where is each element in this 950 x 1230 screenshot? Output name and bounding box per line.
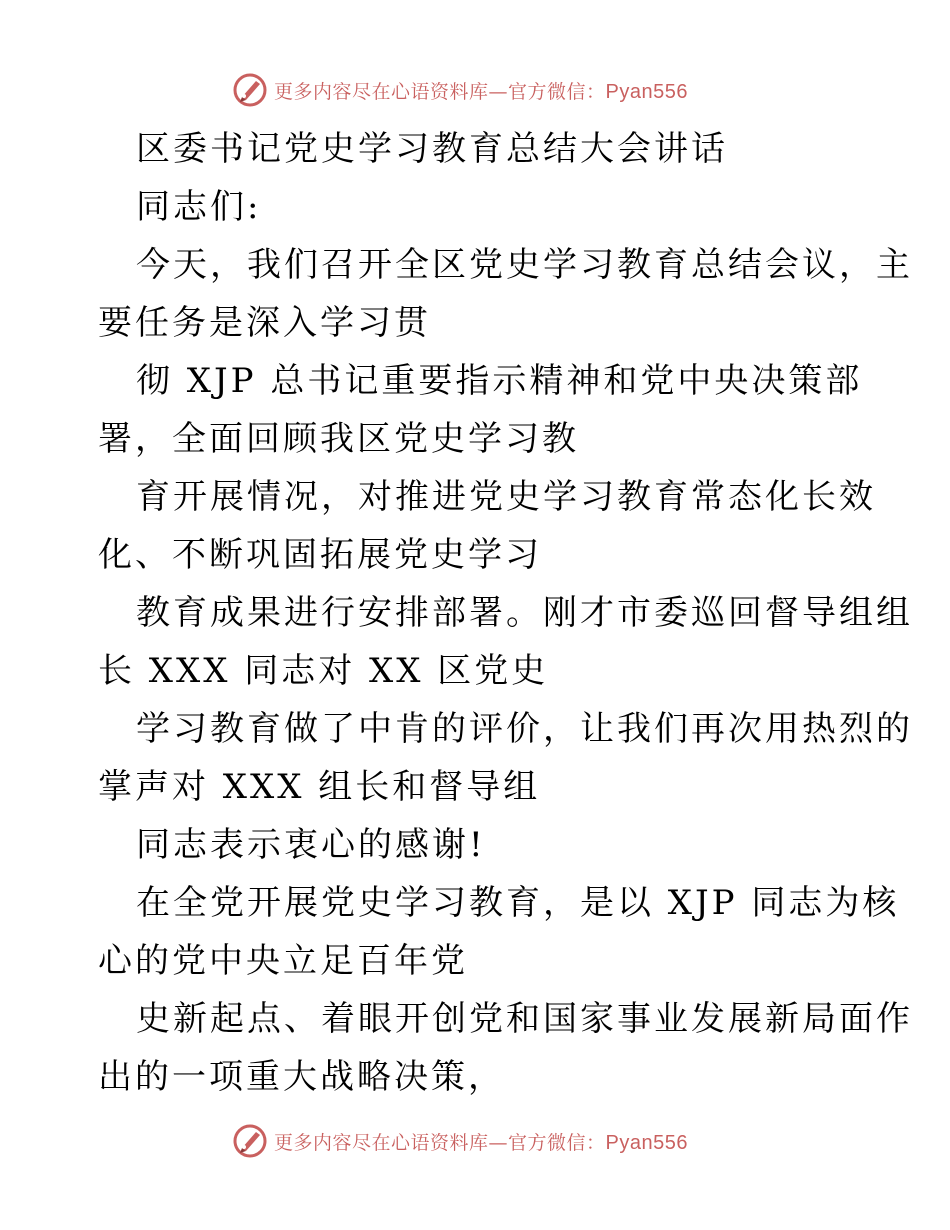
header-watermark — [232, 70, 688, 110]
watermark-wechat-id: Pyan556 — [605, 80, 688, 103]
paragraph-line: 同志表示衷心的感谢! — [136, 825, 486, 865]
footer-watermark — [232, 1121, 688, 1161]
watermark-wechat-id: Pyan556 — [605, 1131, 688, 1154]
paragraph-line: 出的一项重大战略决策， — [98, 1057, 505, 1097]
pen-circle-logo-icon — [232, 72, 268, 108]
paragraph-line: 化、不断巩固拓展党史学习 — [98, 535, 542, 575]
paragraph-line: 育开展情况，对推进党史学习教育常态化长效 — [136, 477, 876, 517]
paragraph-line: 掌声对 XXX 组长和督导组 — [98, 767, 541, 807]
paragraph-line: 今天，我们召开全区党史学习教育总结会议，主 — [136, 245, 913, 285]
paragraph-line: 教育成果进行安排部署。刚才市委巡回督导组组 — [136, 593, 913, 633]
paragraph-line: 心的党中央立足百年党 — [98, 941, 468, 981]
paragraph-line: 长 XXX 同志对 XX 区党史 — [98, 651, 549, 691]
paragraph-line: 在全党开展党史学习教育，是以 XJP 同志为核 — [136, 883, 900, 923]
document-title: 区委书记党史学习教育总结大会讲话 — [136, 129, 728, 169]
paragraph-line: 彻 XJP 总书记重要指示精神和党中央决策部 — [136, 361, 863, 401]
paragraph-line: 署，全面回顾我区党史学习教 — [98, 419, 579, 459]
salutation: 同志们: — [136, 187, 262, 227]
watermark-text: 更多内容尽在心语资料库—官方微信：Pyan556 — [274, 1131, 688, 1154]
paragraph-line: 学习教育做了中肯的评价，让我们再次用热烈的 — [136, 709, 913, 749]
paragraph-line: 要任务是深入学习贯 — [98, 303, 431, 343]
paragraph-line: 史新起点、着眼开创党和国家事业发展新局面作 — [136, 999, 913, 1039]
pen-circle-logo-icon — [232, 1123, 268, 1159]
watermark-text: 更多内容尽在心语资料库—官方微信：Pyan556 — [274, 80, 688, 103]
